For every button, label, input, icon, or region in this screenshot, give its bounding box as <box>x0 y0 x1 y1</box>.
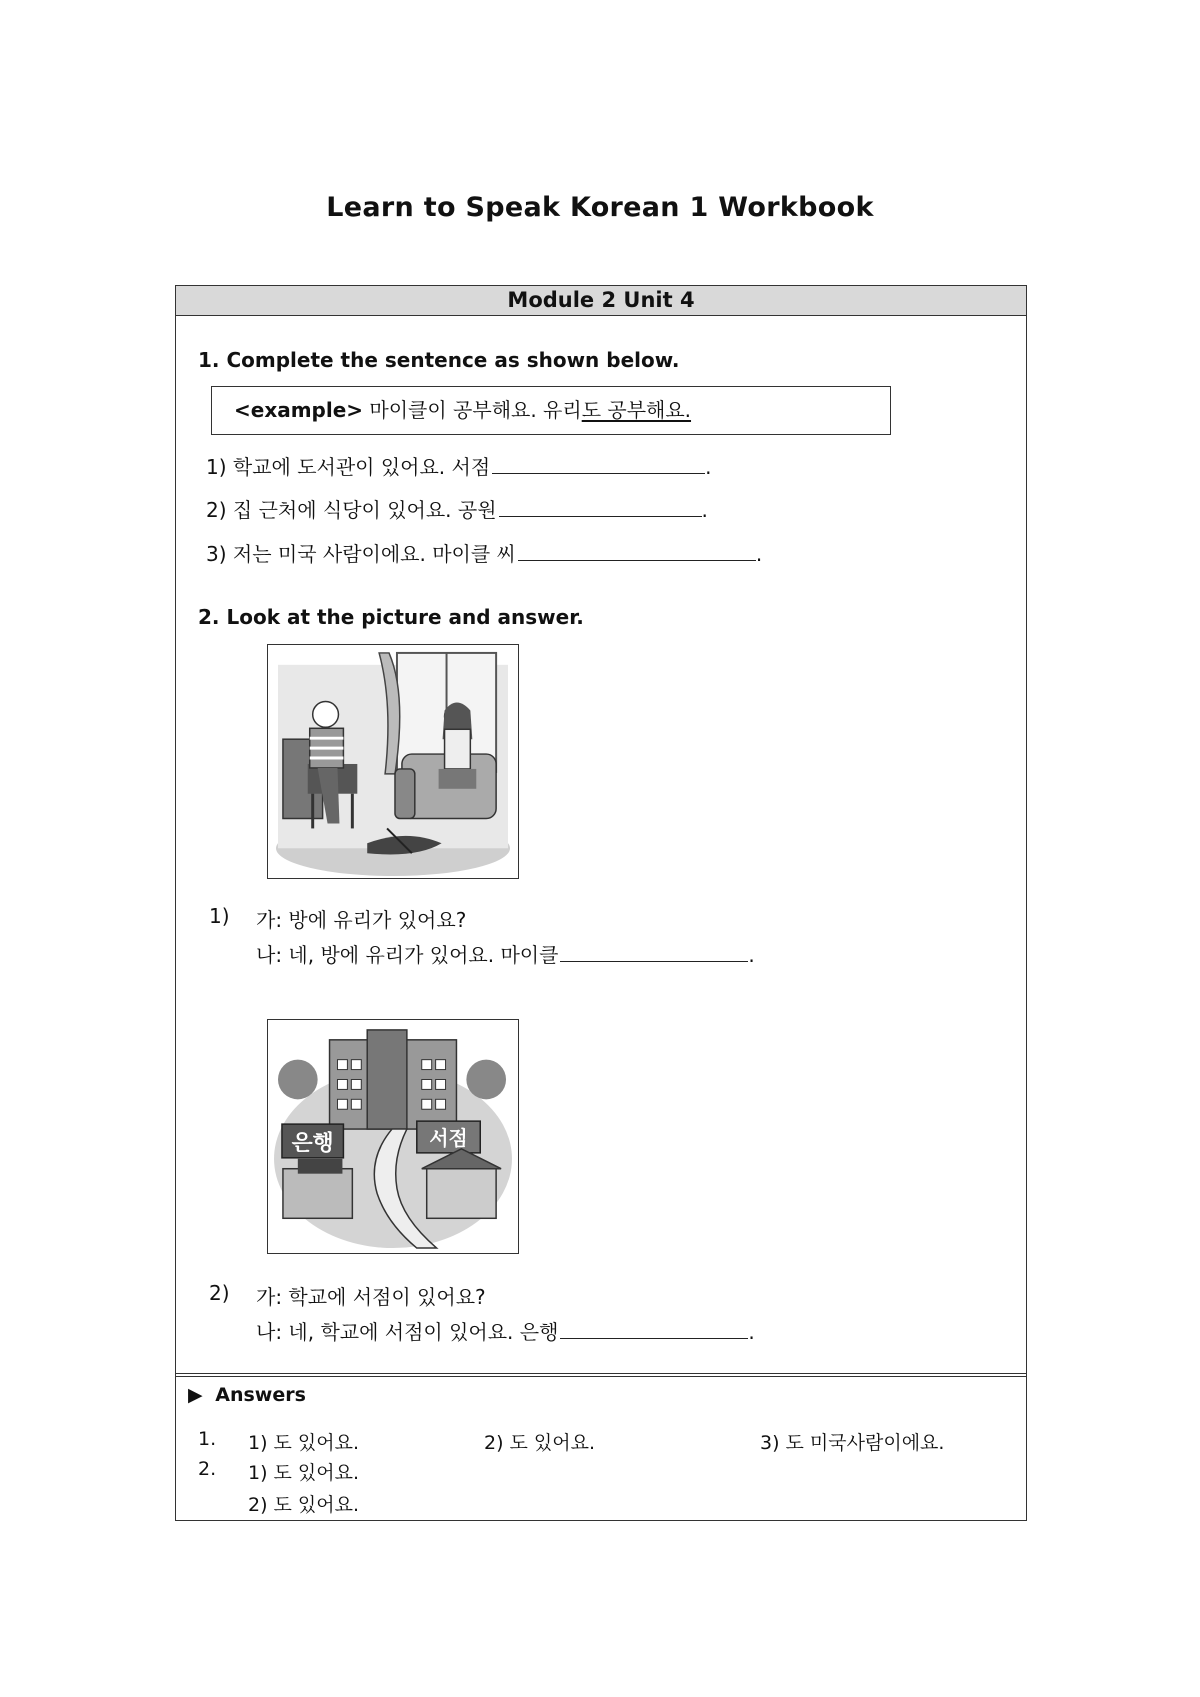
answer-row2-number: 2. <box>198 1458 217 1480</box>
question-number: 1) <box>209 904 230 928</box>
answer-2-1: 1) 도 있어요. <box>248 1462 360 1484</box>
item-number: 2) <box>206 498 227 522</box>
item-number: 3) <box>206 542 227 566</box>
document-title: Learn to Speak Korean 1 Workbook <box>326 192 874 223</box>
answer-blank[interactable] <box>518 540 756 561</box>
bookstore-sign: 서점 <box>429 1126 468 1150</box>
q2-end: . <box>748 1320 755 1344</box>
answer-2-2: 2) 도 있어요. <box>248 1494 360 1516</box>
example-box <box>211 386 891 435</box>
q2-ga-line: 가: 학교에 서점이 있어요? <box>256 1285 486 1309</box>
answer-blank[interactable] <box>499 496 702 517</box>
answer-blank[interactable] <box>560 941 748 962</box>
q1-ga-line: 가: 방에 유리가 있어요? <box>256 908 467 932</box>
answer-1-2: 2) 도 있어요. <box>484 1432 596 1454</box>
living-room-picture <box>267 644 519 879</box>
item-number: 1) <box>206 455 227 479</box>
item-text: 학교에 도서관이 있어요. 서점 <box>232 455 491 479</box>
picture-question-1 <box>209 904 230 928</box>
play-marker-icon: ▶ <box>188 1384 203 1406</box>
item-text: 집 근처에 식당이 있어요. 공원 <box>232 498 497 522</box>
answer-row1-number: 1. <box>198 1428 217 1450</box>
section1-heading: 1. Complete the sentence as shown below. <box>198 348 680 372</box>
question-number: 2) <box>209 1281 230 1305</box>
living-room-illustration-icon <box>268 645 518 878</box>
answers-heading <box>188 1384 306 1406</box>
item-end: . <box>755 542 763 566</box>
section2-heading: 2. Look at the picture and answer. <box>198 605 584 629</box>
town-picture <box>267 1019 519 1254</box>
answers-title: Answers <box>215 1384 306 1406</box>
q1-end: . <box>748 943 755 967</box>
picture-question-2 <box>209 1281 230 1305</box>
town-illustration-icon <box>268 1020 518 1253</box>
exercise-item-1 <box>206 451 712 480</box>
example-answer: 도 공부해요. <box>581 398 692 422</box>
example-tag: <example> <box>234 398 364 422</box>
bank-sign: 은행 <box>291 1130 334 1156</box>
exercise-item-3 <box>206 538 762 567</box>
q2-na-text: 나: 네, 학교에 서점이 있어요. 은행 <box>256 1320 559 1344</box>
q1-na-line <box>256 939 755 968</box>
answers-divider <box>176 1373 1026 1377</box>
q1-na-text: 나: 네, 방에 유리가 있어요. 마이클 <box>256 943 559 967</box>
module-heading: Module 2 Unit 4 <box>176 286 1026 316</box>
example-text: 마이클이 공부해요. 유리 <box>369 398 582 422</box>
item-text: 저는 미국 사람이에요. 마이클 씨 <box>232 542 516 566</box>
q2-na-line <box>256 1316 755 1345</box>
answer-blank[interactable] <box>560 1318 748 1339</box>
answer-1-1: 1) 도 있어요. <box>248 1432 360 1454</box>
item-end: . <box>701 498 708 522</box>
exercise-item-2 <box>206 494 708 523</box>
answer-blank[interactable] <box>492 453 705 474</box>
answer-1-3: 3) 도 미국사람이에요. <box>760 1432 945 1454</box>
workbook-frame <box>175 285 1027 1521</box>
item-end: . <box>705 455 712 479</box>
